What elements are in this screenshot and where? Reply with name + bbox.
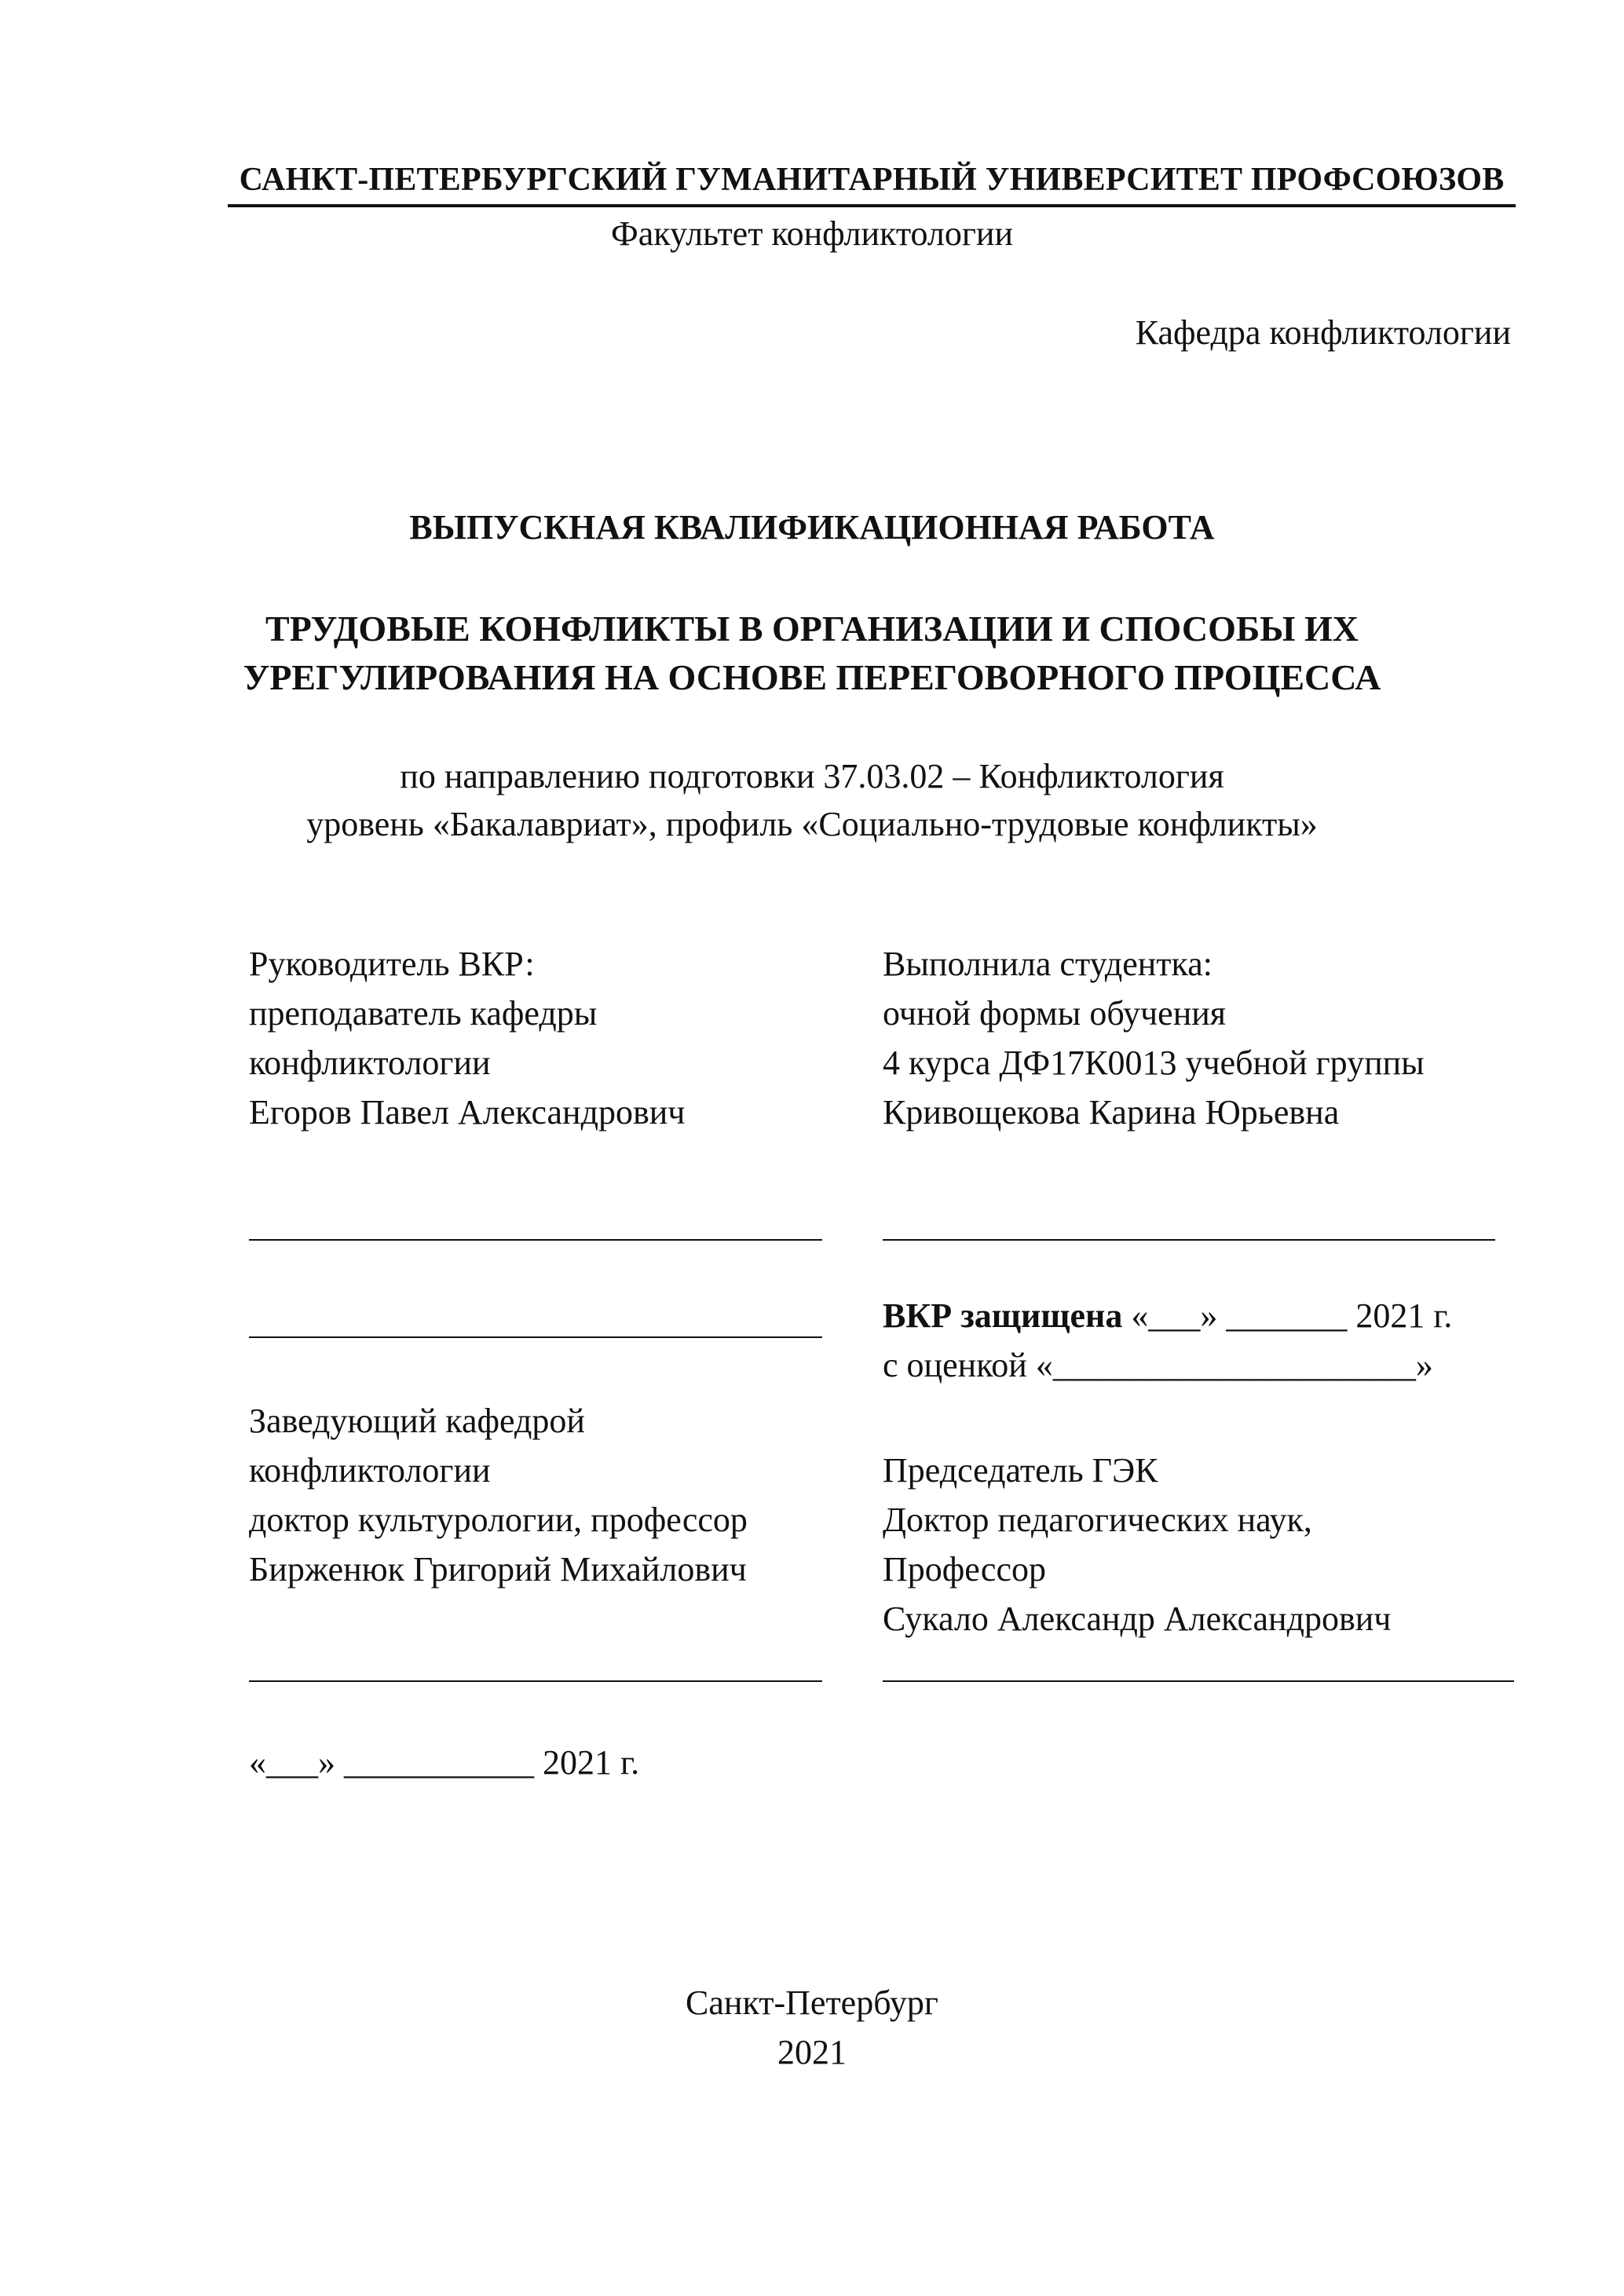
supervisor-role: Руководитель ВКР: xyxy=(249,945,535,983)
chair-title: Профессор xyxy=(883,1550,1046,1589)
direction-line-2: уровень «Бакалавриат», профиль «Социально-трудовые конфликты» xyxy=(306,805,1318,843)
work-type-heading: ВЫПУСКНАЯ КВАЛИФИКАЦИОННАЯ РАБОТА xyxy=(409,508,1215,547)
defense-label: ВКР защищена xyxy=(883,1296,1123,1335)
defense-date-blank: «___» _______ 2021 г. xyxy=(1131,1296,1453,1335)
work-title-line-1: ТРУДОВЫЕ КОНФЛИКТЫ В ОРГАНИЗАЦИИ И СПОСОБЫ ИХ xyxy=(265,609,1359,649)
supervisor-name: Егоров Павел Александрович xyxy=(249,1093,686,1132)
head-role-2: конфликтологии xyxy=(249,1451,491,1490)
supervisor-signature-line xyxy=(249,1239,822,1241)
student-signature-line xyxy=(883,1239,1495,1241)
footer-city: Санкт-Петербург xyxy=(686,1983,938,2022)
chair-name: Сукало Александр Александрович xyxy=(883,1600,1392,1638)
defense-grade-line: с оценкой «_____________________» xyxy=(883,1346,1433,1384)
faculty-name: Факультет конфликтологии xyxy=(610,214,1013,253)
student-group: 4 курса ДФ17К0013 учебной группы xyxy=(883,1044,1425,1082)
footer-year: 2021 xyxy=(777,2033,847,2071)
head-signature-line xyxy=(249,1680,822,1682)
student-name: Кривощекова Карина Юрьевна xyxy=(883,1093,1340,1132)
head-degree: доктор культурологии, профессор xyxy=(249,1501,748,1539)
head-role-1: Заведующий кафедрой xyxy=(249,1402,585,1440)
department-name: Кафедра конфликтологии xyxy=(1135,313,1511,352)
student-form: очной формы обучения xyxy=(883,994,1227,1033)
work-title-line-2: УРЕГУЛИРОВАНИЯ НА ОСНОВЕ ПЕРЕГОВОРНОГО ПРОЦЕССА xyxy=(243,657,1381,697)
chair-degree: Доктор педагогических наук, xyxy=(883,1501,1312,1539)
supervisor-date-line xyxy=(249,1336,822,1338)
approval-date-line: «___» ___________ 2021 г. xyxy=(249,1743,640,1782)
head-name: Бирженюк Григорий Михайлович xyxy=(249,1550,747,1589)
chair-role: Председатель ГЭК xyxy=(883,1451,1158,1490)
defense-line xyxy=(883,1292,1452,1340)
chair-signature-line xyxy=(883,1680,1514,1682)
university-name: САНКТ-ПЕТЕРБУРГСКИЙ ГУМАНИТАРНЫЙ УНИВЕРСИТЕТ ПРОФСОЮЗОВ xyxy=(239,162,1505,198)
direction-line-1: по направлению подготовки 37.03.02 – Конфликтология xyxy=(400,757,1224,795)
student-role: Выполнила студентка: xyxy=(883,945,1213,983)
supervisor-position-1: преподаватель кафедры xyxy=(249,994,598,1033)
header-divider xyxy=(228,204,1516,207)
supervisor-position-2: конфликтологии xyxy=(249,1044,491,1082)
